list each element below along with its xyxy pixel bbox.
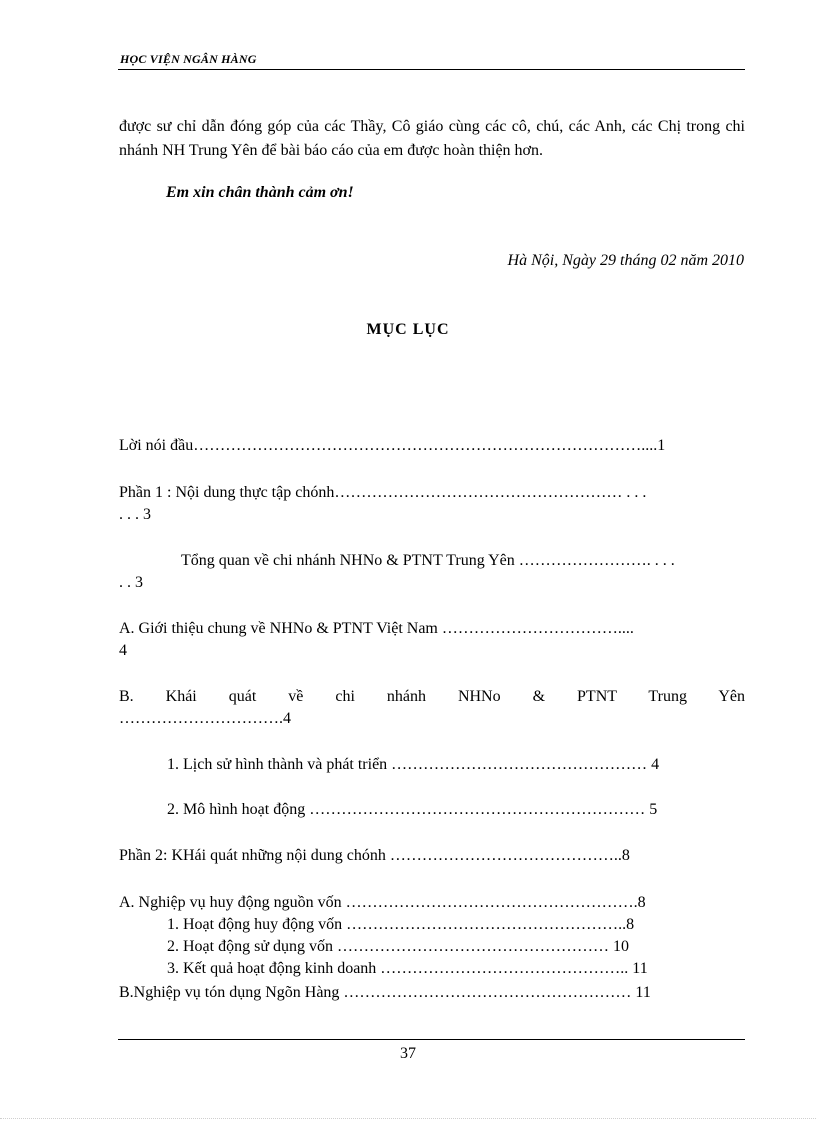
toc-entry-tong-quan: Tổng quan về chi nhánh NHNo & PTNT Trung Yên ……………………. . . . <box>181 552 675 569</box>
toc-heading: MỤC LỤC <box>366 321 450 338</box>
toc-entry-mo-hinh: 2. Mô hình hoạt động ……………………………………………………… 5 <box>167 801 658 818</box>
toc-entry-su-dung-von: 2. Hoạt động sử dụng vốn …………………………………………… 10 <box>167 938 629 955</box>
toc-entry-ket-qua: 3. Kết quả hoạt động kinh doanh ……………………………………….. 11 <box>167 960 648 977</box>
toc-entry-phan-1: Phần 1 : Nội dung thực tập chónh……………………………………………… . . . <box>119 484 647 501</box>
page-number: 37 <box>400 1045 416 1062</box>
toc-entry-huy-dong-von: 1. Hoạt động huy động vốn ……………………………………………..8 <box>167 916 635 933</box>
toc-entry-a-nghiep-vu: A. Nghiệp vụ huy động nguồn vốn ……………………………………………….8 <box>119 894 646 911</box>
toc-entry-a-gioi-thieu-page: 4 <box>119 642 127 659</box>
toc-entry-b-tin-dung: B.Nghiệp vụ tón dụng Ngõn Hàng ……………………………………………… 11 <box>119 984 651 1001</box>
thanks-line: Em xin chân thành cảm ơn! <box>166 184 354 201</box>
toc-entry-b-khai-quat: B. Khái quát về chi nhánh NHNo & PTNT Trung Yên <box>119 688 745 705</box>
intro-paragraph: được sư chỉ dẫn đóng góp của các Thầy, Cô giáo cùng các cô, chú, các Anh, các Chị trong chi nhánh NH Trung Yên để bài báo cáo của em được hoàn thiện hơn. <box>119 118 745 159</box>
toc-entry-b-khai-quat-page: ………………………….4 <box>119 710 291 727</box>
toc-entry-loi-noi-dau: Lời nói đầu…………………………………………………………………………....1 <box>119 437 666 454</box>
toc-entry-tong-quan-page: . . 3 <box>119 574 143 591</box>
toc-entry-a-gioi-thieu: A. Giới thiệu chung về NHNo & PTNT Việt Nam …………………………….... <box>119 620 634 637</box>
date-line: Hà Nội, Ngày 29 tháng 02 năm 2010 <box>507 252 744 269</box>
toc-entry-lich-su: 1. Lịch sử hình thành và phát triển ………………………………………… 4 <box>167 756 660 773</box>
toc-entry-phan-1-page: . . . 3 <box>119 506 151 523</box>
page-edge <box>0 1118 816 1119</box>
header-divider <box>118 69 745 70</box>
footer-divider <box>118 1039 745 1040</box>
toc-entry-phan-2: Phần 2: KHái quát những nội dung chónh ……………………………………..8 <box>119 847 630 864</box>
header-title: HỌC VIỆN NGÂN HÀNG <box>120 52 257 66</box>
